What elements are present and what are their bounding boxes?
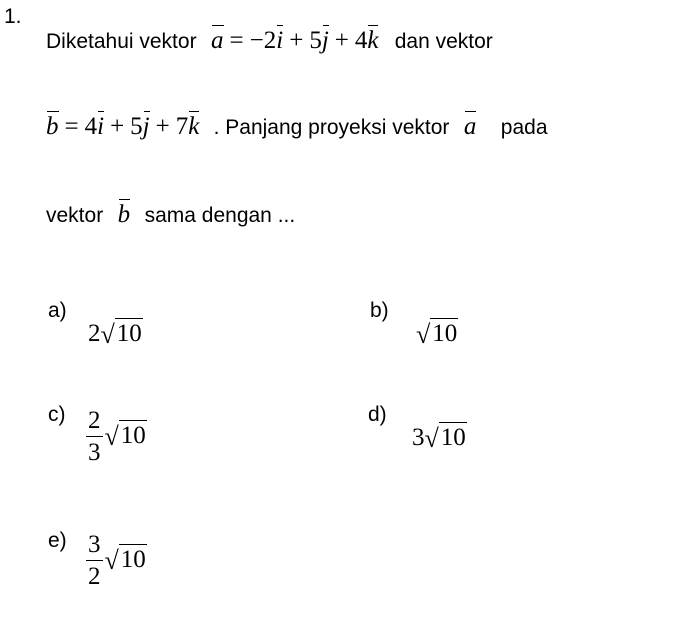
question-line-3 <box>46 202 295 227</box>
projection-text: . Panjang proyeksi vektor <box>213 116 450 139</box>
vector-a-symbol: a <box>211 27 224 54</box>
option-e-label[interactable]: e) <box>48 529 67 552</box>
option-d-answer[interactable]: 3√10 <box>412 424 466 453</box>
square-root: √10 <box>416 320 458 349</box>
vector-a-equation: a = −2i + 5j + 4k <box>211 27 379 54</box>
question-line-2 <box>46 114 548 139</box>
intro-text: Diketahui vektor <box>46 30 197 53</box>
vector-b-equation: b = 4i + 5j + 7k <box>46 113 200 140</box>
question-line-1 <box>46 28 493 53</box>
vector-a-symbol: a <box>463 113 477 140</box>
vector-b-symbol: b <box>117 201 131 228</box>
option-d-label[interactable]: d) <box>368 403 387 426</box>
option-b-answer[interactable] <box>416 318 458 348</box>
square-root: √10 <box>424 424 466 453</box>
question-number: 1. <box>4 5 22 28</box>
option-c-label[interactable]: c) <box>48 403 66 426</box>
vector-b-symbol: b <box>46 113 59 140</box>
square-root: √10 <box>100 320 142 349</box>
square-root: √10 <box>104 545 146 575</box>
option-e-answer[interactable] <box>86 532 147 591</box>
sama-dengan-text: sama dengan ... <box>144 204 296 227</box>
option-c-answer[interactable] <box>86 408 147 467</box>
fraction: $\frac{3}{2}$ <box>88 531 101 591</box>
connector-text: dan vektor <box>394 30 493 53</box>
square-root: √10 <box>104 421 146 451</box>
option-a-answer[interactable]: 2√10 <box>88 320 142 349</box>
option-b-label[interactable]: b) <box>370 299 389 322</box>
pada-text: pada <box>500 116 548 139</box>
option-a-label[interactable]: a) <box>48 299 67 322</box>
fraction: $\frac{2}{3}$ <box>88 407 101 467</box>
vektor-text: vektor <box>46 204 104 227</box>
